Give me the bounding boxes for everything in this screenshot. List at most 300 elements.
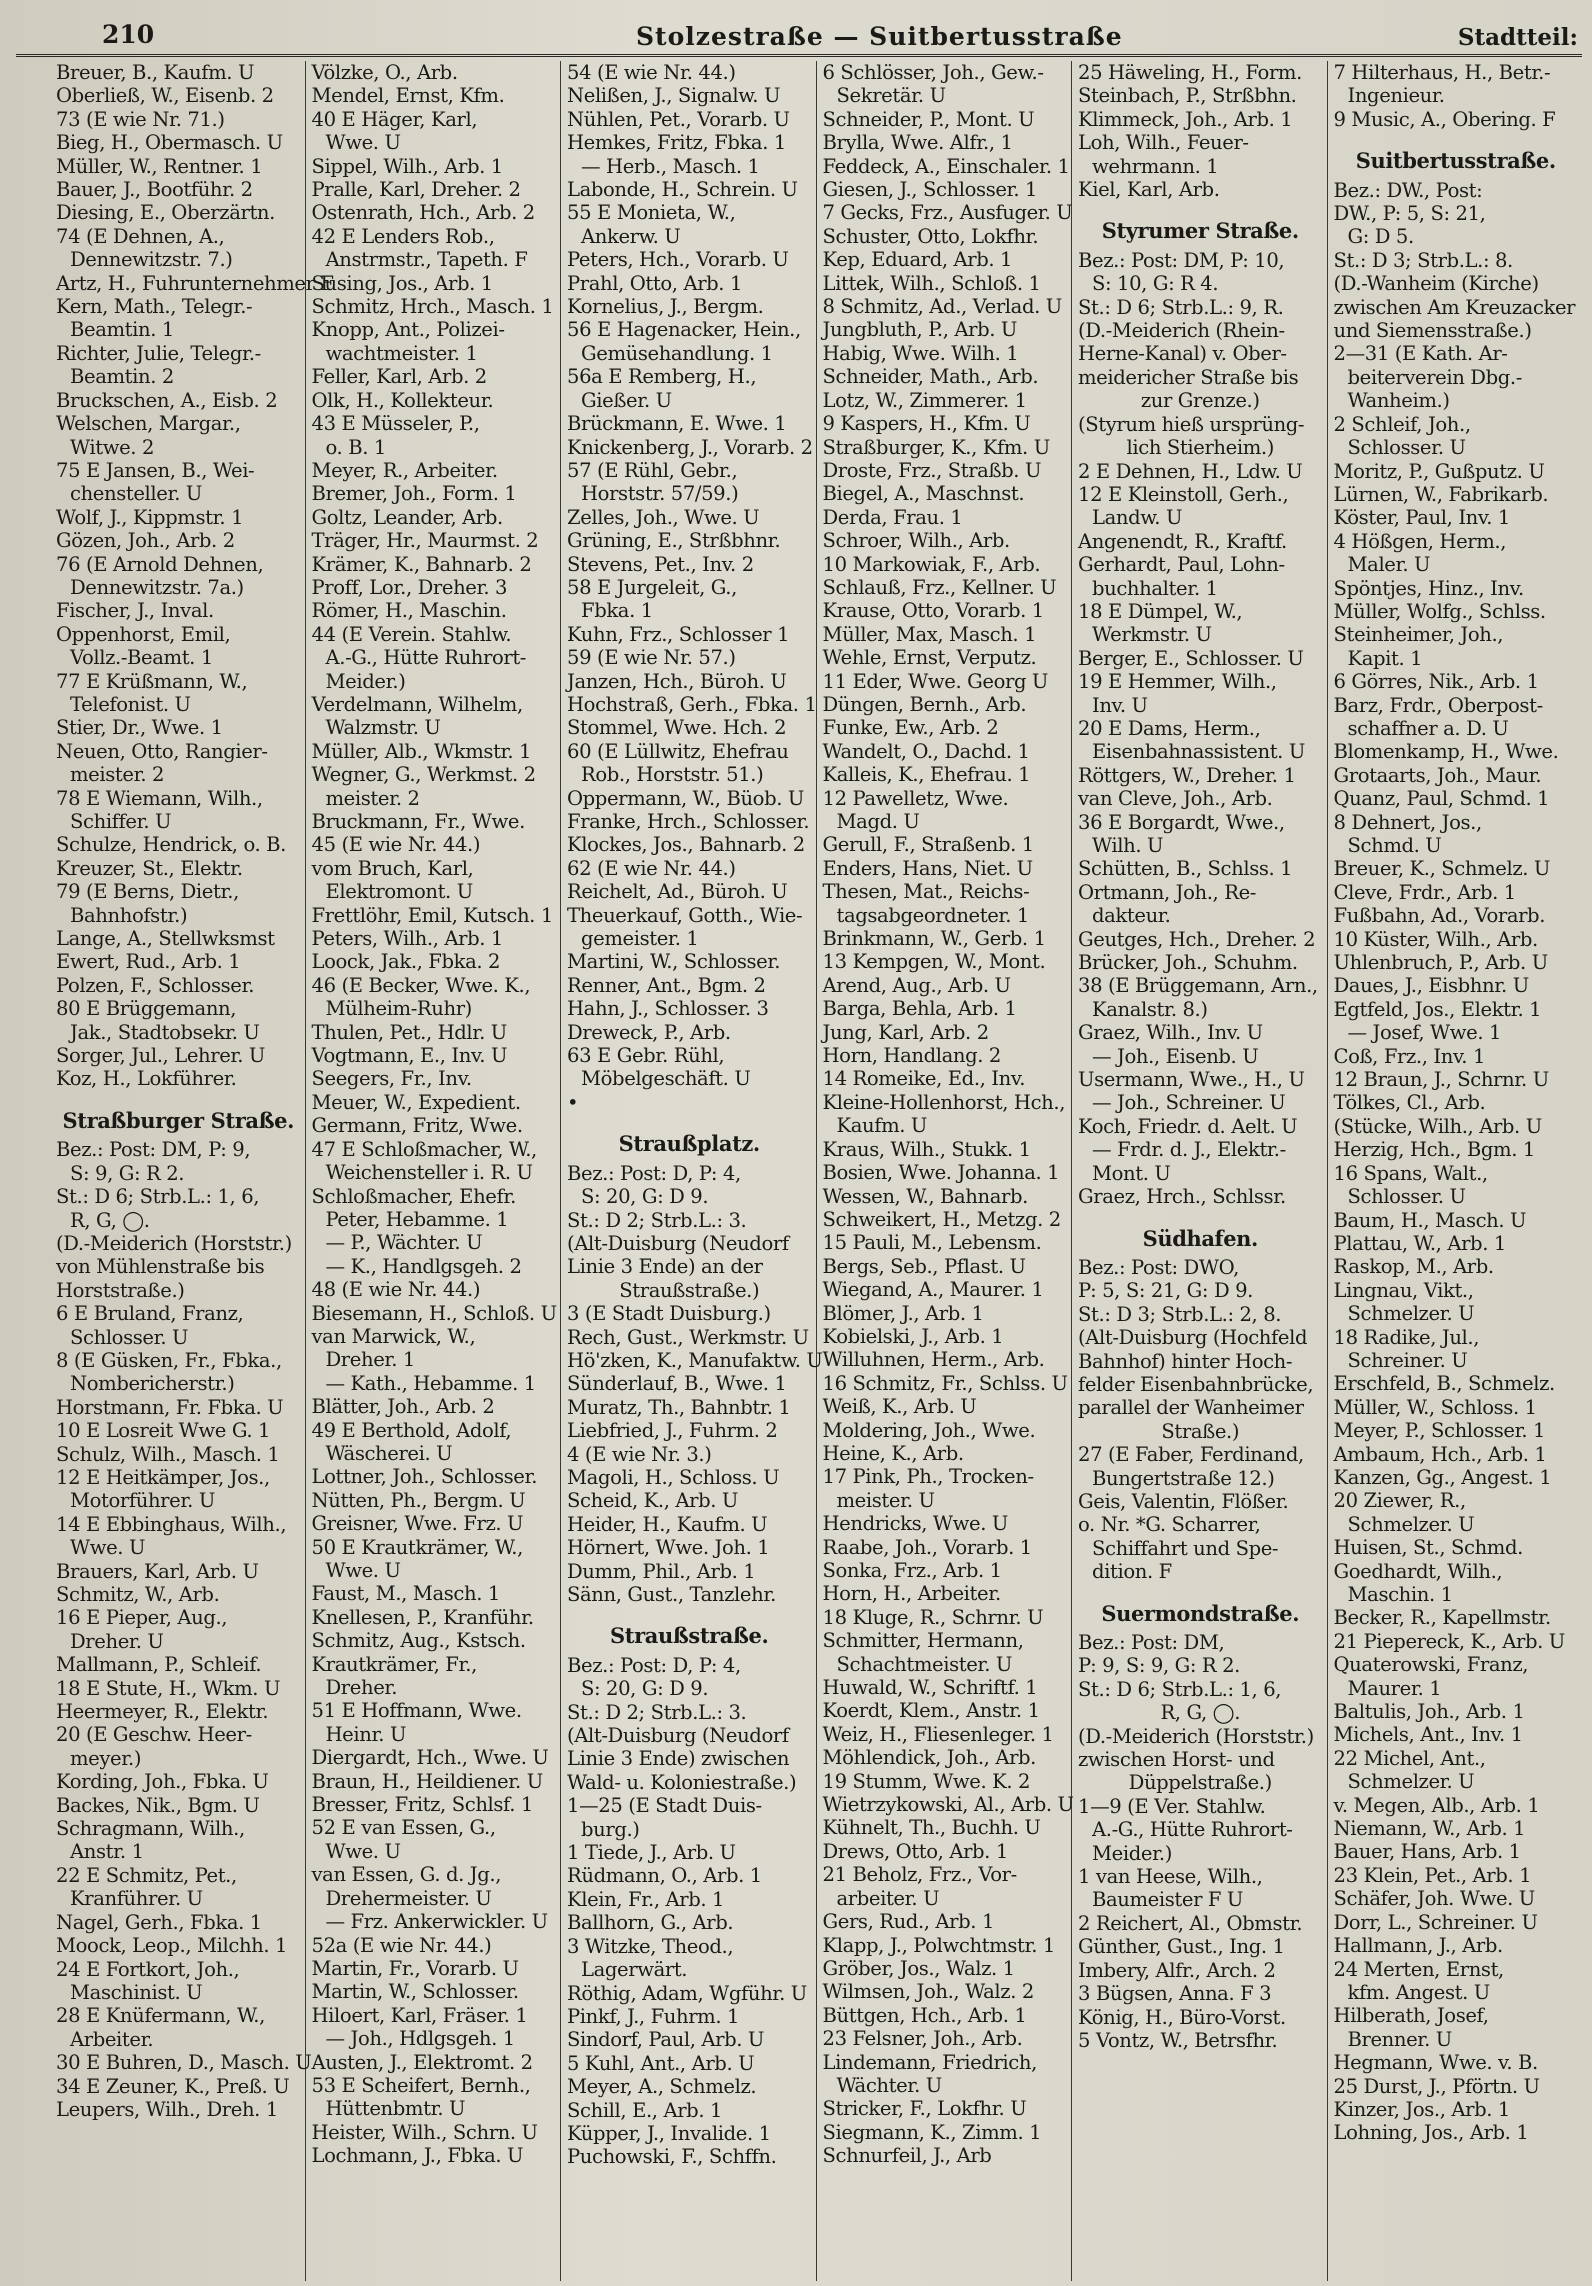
directory-line: Wolf, J., Kippmstr. 1 (56, 505, 244, 529)
directory-line: 20 Ziewer, R., (1333, 1489, 1466, 1513)
directory-line: Dreweck, P., Arb. (567, 1020, 731, 1044)
directory-line: Bergs, Seb., Pflast. U (822, 1254, 1026, 1278)
directory-line: A.-G., Hütte Ruhrort- (325, 646, 527, 670)
directory-line: Knickenberg, J., Vorarb. 2 (567, 435, 813, 459)
directory-line: 22 Michel, Ant., (1333, 1746, 1486, 1770)
directory-line: Mendel, Ernst, Kfm. (311, 84, 505, 108)
directory-line: 63 E Gebr. Rühl, (567, 1044, 725, 1068)
directory-line: kfm. Angest. U (1347, 1980, 1490, 2004)
directory-line: Huisen, St., Schmd. (1333, 1536, 1523, 1560)
directory-line: Kobielski, J., Arb. 1 (822, 1324, 1004, 1348)
directory-line: Büttgen, Hch., Arb. 1 (822, 2003, 1027, 2027)
directory-line: König, H., Büro-Vorst. (1078, 2005, 1286, 2029)
columns-container (16, 61, 1582, 2281)
directory-line: 24 Merten, Ernst, (1333, 1957, 1504, 1981)
directory-line: Meyer, P., Schlosser. 1 (1333, 1419, 1546, 1443)
directory-line: Gemüsehandlung. 1 (581, 341, 773, 365)
directory-line: Schneider, P., Mont. U (822, 107, 1035, 131)
directory-line: 23 Klein, Pet., Arb. 1 (1333, 1863, 1532, 1887)
directory-line: 18 Kluge, R., Schrnr. U (822, 1605, 1044, 1629)
directory-line: — Josef, Wwe. 1 (1347, 1021, 1502, 1045)
directory-line: Straußstraße.) (619, 1278, 760, 1302)
directory-line: Breuer, B., Kaufm. U (56, 61, 255, 84)
directory-line: Linie 3 Ende) an der (567, 1255, 763, 1279)
street-heading: Styrumer Straße. (1101, 218, 1299, 244)
directory-line: Wilh. U (1092, 834, 1164, 857)
directory-line: Blömer, J., Arb. 1 (822, 1301, 984, 1325)
directory-line: 4 Hößgen, Herm., (1333, 529, 1507, 553)
directory-line: Gießer. U (581, 388, 672, 412)
directory-line: 62 (E wie Nr. 44.) (567, 856, 736, 880)
directory-line: Schulze, Hendrick, o. B. (56, 833, 286, 857)
directory-line: Feddeck, A., Einschaler. 1 (822, 154, 1070, 178)
directory-line: Vogtmann, E., Inv. U (311, 1044, 508, 1068)
directory-line: Goedhardt, Wilh., (1333, 1559, 1503, 1583)
directory-line: v. Megen, Alb., Arb. 1 (1333, 1793, 1540, 1817)
directory-line: S: 9, G: R 2. (70, 1161, 185, 1185)
directory-line: Leupers, Wilh., Dreh. 1 (56, 2097, 278, 2121)
directory-line: Heister, Wilh., Schrn. U (311, 2120, 538, 2144)
directory-line: Heine, K., Arb. (822, 1441, 964, 1465)
directory-line: Dennewitzstr. 7a.) (70, 575, 244, 599)
directory-line: Uhlenbruch, P., Arb. U (1333, 951, 1548, 975)
directory-line: 2 Schleif, Joh., (1333, 412, 1471, 436)
directory-line: Egtfeld, Jos., Elektr. 1 (1333, 997, 1542, 1021)
directory-line: 21 Beholz, Frz., Vor- (822, 1863, 1017, 1887)
directory-line: Klein, Fr., Arb. 1 (567, 1887, 725, 1911)
directory-line: 74 (E Dehnen, A., (56, 224, 225, 248)
directory-line: Brücker, Joh., Schuhm. (1078, 951, 1298, 975)
directory-line: dakteur. (1092, 904, 1171, 928)
directory-line: zwischen Horst- und (1078, 1748, 1275, 1772)
directory-line: Peter, Hebamme. 1 (325, 1207, 509, 1231)
directory-line: Usermann, Wwe., H., U (1078, 1068, 1305, 1092)
directory-line: Puchowski, F., Schffn. (567, 2145, 777, 2169)
directory-line: Hochstraß, Gerh., Fbka. 1 (567, 692, 817, 716)
directory-line: Susing, Jos., Arb. 1 (311, 271, 493, 295)
directory-line: Arend, Aug., Arb. U (822, 973, 1011, 997)
directory-line: 10 E Losreit Wwe G. 1 (56, 1419, 271, 1443)
directory-line: Fußbahn, Ad., Vorarb. (1333, 904, 1546, 928)
directory-line: — Kath., Hebamme. 1 (325, 1371, 536, 1395)
directory-line: Knopp, Ant., Polizei- (311, 318, 505, 342)
directory-line: Siegmann, K., Zimm. 1 (822, 2120, 1042, 2144)
directory-line: Kuhn, Frz., Schlosser 1 (567, 622, 790, 646)
directory-line: Bez.: Post: D, P: 4, (567, 1653, 741, 1677)
directory-line: Linie 3 Ende) zwischen (567, 1747, 790, 1771)
directory-line: Bauer, Hans, Arb. 1 (1333, 1840, 1521, 1864)
page-header (16, 14, 1582, 57)
directory-line: 1—9 (E Ver. Stahlw. (1078, 1794, 1266, 1818)
directory-line: Labonde, H., Schrein. U (567, 178, 798, 202)
directory-line: Gerull, F., Straßenb. 1 (822, 833, 1034, 857)
directory-line: Dorr, L., Schreiner. U (1333, 1910, 1538, 1934)
directory-line: Klapp, J., Polwchtmstr. 1 (822, 1933, 1055, 1957)
directory-line: Schnurfeil, J., Arb (822, 2144, 992, 2168)
directory-line: Wegner, G., Werkmst. 2 (311, 763, 536, 787)
directory-line: 4 (E wie Nr. 3.) (567, 1442, 712, 1466)
directory-line: Ankerw. U (581, 224, 681, 248)
directory-line: Lagerwärt. (581, 1958, 688, 1982)
directory-line: Schneider, Math., Arb. (822, 365, 1039, 389)
directory-line: van Essen, G. d. Jg., (311, 1863, 502, 1887)
directory-line: Barga, Behla, Arb. 1 (822, 997, 1017, 1021)
directory-line: 50 E Krautkrämer, W., (311, 1535, 523, 1559)
directory-line: Magd. U (836, 810, 920, 833)
directory-line: 6 Schlösser, Joh., Gew.- (822, 61, 1044, 84)
directory-line: Funke, Ew., Arb. 2 (822, 716, 999, 740)
directory-line: 16 Schmitz, Fr., Schlss. U (822, 1371, 1068, 1395)
directory-line: 16 Spans, Walt., (1333, 1161, 1488, 1185)
directory-line: Lotz, W., Zimmerer. 1 (822, 388, 1027, 412)
section-label: Stadtteil: (1457, 24, 1578, 51)
directory-line: 20 (E Geschw. Heer- (56, 1723, 252, 1747)
directory-line: Breuer, K., Schmelz. U (1333, 857, 1551, 881)
directory-line: — Joh., Schreiner. U (1092, 1091, 1286, 1115)
directory-line: Schlosser. U (70, 1325, 189, 1349)
directory-line: Küpper, J., Invalide. 1 (567, 2121, 771, 2145)
directory-line: Wessen, W., Bahnarb. (822, 1184, 1028, 1208)
directory-line: Hörnert, Wwe. Joh. 1 (567, 1536, 770, 1560)
directory-line: 52a (E wie Nr. 44.) (311, 1933, 492, 1957)
directory-line: Lottner, Joh., Schlosser. (311, 1465, 538, 1489)
directory-line: Welschen, Margar., (56, 412, 241, 436)
directory-line: meyer.) (70, 1746, 142, 1770)
directory-line: arbeiter. U (836, 1886, 940, 1910)
directory-line: Germann, Fritz, Wwe. (311, 1114, 523, 1138)
directory-line: Schlauß, Frz., Kellner. U (822, 575, 1057, 599)
directory-line: 38 (E Brüggemann, Arn., (1078, 974, 1318, 998)
directory-line: Feller, Karl, Arb. 2 (311, 365, 487, 389)
directory-line: S: 20, G: D 9. (581, 1677, 709, 1701)
directory-line: 1 Tiede, J., Arb. U (567, 1841, 736, 1865)
directory-line: 14 Romeike, Ed., Inv. (822, 1067, 1026, 1091)
directory-line: Jung, Karl, Arb. 2 (822, 1020, 989, 1044)
directory-line: Kornelius, J., Bergm. (567, 295, 764, 319)
directory-line: Pralle, Karl, Dreher. 2 (311, 178, 521, 202)
directory-line: 2 E Dehnen, H., Ldw. U (1078, 459, 1303, 483)
directory-line: Kanalstr. 8.) (1092, 997, 1208, 1021)
directory-line: 46 (E Becker, Wwe. K., (311, 973, 531, 997)
directory-line: 42 E Lenders Rob., (311, 224, 495, 248)
directory-line: Bosien, Wwe. Johanna. 1 (822, 1161, 1060, 1185)
directory-line: 11 Eder, Wwe. Georg U (822, 669, 1049, 693)
directory-line: P: 5, S: 21, G: D 9. (1078, 1279, 1253, 1303)
directory-line: 17 Pink, Ph., Trocken- (822, 1465, 1034, 1489)
directory-line: Theuerkauf, Gotth., Wie- (567, 903, 803, 927)
directory-line: Lohning, Jos., Arb. 1 (1333, 2121, 1529, 2145)
directory-line: 2 Reichert, Al., Obmstr. (1078, 1911, 1303, 1935)
directory-line: Franke, Hrch., Schlosser. (567, 810, 810, 833)
directory-line: Kreuzer, St., Elektr. (56, 856, 243, 880)
directory-line: Michels, Ant., Inv. 1 (1333, 1723, 1523, 1747)
directory-line: — K., Handlgsgeh. 2 (325, 1254, 522, 1278)
directory-line: Meyer, R., Arbeiter. (311, 458, 498, 482)
directory-line: Schuster, Otto, Lokfhr. (822, 224, 1039, 248)
directory-line: 54 (E wie Nr. 44.) (567, 61, 736, 84)
directory-line: 49 E Berthold, Adolf, (311, 1418, 512, 1442)
directory-line: 10 Küster, Wilh., Arb. (1333, 927, 1538, 951)
directory-line: Schütten, B., Schlss. 1 (1078, 857, 1293, 881)
directory-line: Enders, Hans, Niet. U (822, 856, 1033, 880)
directory-line: meister. 2 (325, 786, 420, 810)
directory-line: 58 E Jurgeleit, G., (567, 575, 737, 599)
directory-line: 6 Görres, Nik., Arb. 1 (1333, 670, 1539, 694)
street-heading: Südhafen. (1142, 1225, 1258, 1251)
directory-line: (Stücke, Wilh., Arb. U (1333, 1114, 1542, 1138)
directory-line: Knellesen, P., Kranführ. (311, 1605, 534, 1629)
directory-line: 18 Radike, Jul., (1333, 1325, 1480, 1349)
directory-line: 24 E Fortkort, Joh., (56, 1957, 240, 1981)
directory-line: S: 20, G: D 9. (581, 1185, 709, 1209)
directory-line: Becker, R., Kapellmstr. (1333, 1606, 1551, 1630)
street-heading: Suermondstraße. (1101, 1600, 1300, 1626)
street-heading: Straußstraße. (610, 1623, 769, 1649)
directory-line: Mont. U (1092, 1161, 1171, 1185)
directory-line: 75 E Jansen, B., Wei- (56, 458, 255, 482)
directory-line: 20 E Dams, Herm., (1078, 716, 1261, 740)
directory-line: Rüdmann, O., Arb. 1 (567, 1864, 762, 1888)
directory-line: Biegel, A., Maschnst. (822, 482, 1025, 506)
directory-line: Ingenieur. (1347, 84, 1445, 108)
directory-line: Krämer, K., Bahnarb. 2 (311, 552, 532, 576)
directory-line: Droste, Frz., Straßb. U (822, 458, 1042, 482)
column-3 (561, 61, 823, 2281)
directory-line: 19 Stumm, Wwe. K. 2 (822, 1769, 1031, 1793)
directory-line: Schroer, Wilh., Arb. (822, 529, 1010, 553)
directory-line: Träger, Hr., Maurmst. 2 (311, 529, 539, 553)
directory-line: Geis, Valentin, Flößer. (1078, 1489, 1289, 1513)
directory-line: Koch, Friedr. d. Aelt. U (1078, 1114, 1298, 1138)
directory-line: 3 Bügsen, Anna. F 3 (1078, 1982, 1272, 2006)
directory-line: Mallmann, P., Schleif. (56, 1653, 262, 1677)
directory-line: Elektromont. U (325, 880, 473, 904)
directory-line: 47 E Schloßmacher, W., (311, 1137, 537, 1161)
directory-line: Mülheim-Ruhr) (325, 997, 472, 1021)
directory-line: Koz, H., Lokführer. (56, 1067, 237, 1091)
directory-line: 22 E Schmitz, Pet., (56, 1863, 237, 1887)
directory-line: Moldering, Joh., Wwe. (822, 1418, 1036, 1442)
directory-line: Müller, Max, Masch. 1 (822, 622, 1037, 646)
directory-line: Liebfried, J., Fuhrm. 2 (567, 1419, 778, 1443)
directory-line: 14 E Ebbinghaus, Wilh., (56, 1512, 287, 1536)
directory-line: Sekretär. U (836, 84, 946, 108)
directory-line: (Alt-Duisburg (Neudorf (567, 1231, 789, 1255)
directory-line: 8 Dehnert, Jos., (1333, 810, 1482, 834)
directory-line: Pinkf, J., Fuhrm. 1 (567, 2004, 740, 2028)
directory-line: Anstr. 1 (70, 1840, 144, 1864)
directory-line: 7 Hilterhaus, H., Betr.- (1333, 61, 1551, 84)
directory-line: Backes, Nik., Bgm. U (56, 1793, 260, 1817)
directory-line: Lange, A., Stellwksmst (56, 927, 275, 951)
directory-line: 1 van Heese, Wilh., (1078, 1865, 1263, 1889)
directory-line: buchhalter. 1 (1092, 576, 1218, 600)
directory-line: Horststraße.) (56, 1278, 185, 1302)
directory-line: Köster, Paul, Inv. 1 (1333, 506, 1510, 530)
directory-line: 2—31 (E Kath. Ar- (1333, 342, 1508, 366)
directory-line: Schreiner. U (1347, 1348, 1468, 1372)
directory-line: 27 (E Faber, Ferdinand, (1078, 1443, 1304, 1467)
directory-line: Müller, Wolfg., Schlss. (1333, 599, 1546, 623)
directory-line: Beamtin. 2 (70, 365, 174, 389)
directory-line: Spöntjes, Hinz., Inv. (1333, 576, 1524, 600)
directory-line: 60 (E Lüllwitz, Ehefrau (567, 739, 789, 763)
directory-line: Goltz, Leander, Arb. (311, 505, 503, 529)
directory-line: wachtmeister. 1 (325, 341, 478, 365)
directory-line: lich Stierheim.) (1126, 436, 1274, 460)
directory-line: Nühlen, Pet., Vorarb. U (567, 107, 790, 131)
directory-line: Ostenrath, Hch., Arb. 2 (311, 201, 535, 225)
directory-line: Düngen, Bernh., Arb. (822, 692, 1027, 716)
directory-line: 3 (E Stadt Duisburg.) (567, 1302, 771, 1326)
directory-line: 18 E Stute, H., Wkm. U (56, 1676, 281, 1700)
directory-line: Horn, Handlang. 2 (822, 1044, 1001, 1068)
directory-line: Bez.: Post: D, P: 4, (567, 1161, 741, 1185)
directory-line: Seegers, Fr., Inv. (311, 1067, 472, 1091)
directory-line: Kep, Eduard, Arb. 1 (822, 248, 1013, 272)
directory-line: Klimmeck, Joh., Arb. 1 (1078, 107, 1293, 131)
directory-line: Dumm, Phil., Arb. 1 (567, 1559, 756, 1583)
directory-line: Schiffahrt und Spe- (1092, 1536, 1279, 1560)
directory-line: Weichensteller i. R. U (325, 1161, 533, 1185)
directory-line: Meuer, W., Expedient. (311, 1090, 521, 1114)
directory-line: Schmitter, Hermann, (822, 1629, 1024, 1653)
directory-line: Muratz, Th., Bahnbtr. 1 (567, 1395, 791, 1419)
directory-line: Rech, Gust., Werkmstr. U (567, 1325, 809, 1349)
directory-line: 79 (E Berns, Dietr., (56, 880, 239, 904)
directory-line: Kapit. 1 (1347, 646, 1423, 670)
directory-line: Artz, H., Fuhrunternehmer F (56, 271, 334, 295)
directory-line: Moritz, P., Gußputz. U (1333, 459, 1545, 483)
directory-line: schaffner a. D. U (1347, 716, 1509, 740)
directory-line: von Mühlenstraße bis (56, 1255, 265, 1279)
directory-line: Hüttenbmtr. U (325, 2097, 466, 2121)
directory-line: Horststr. 57/59.) (581, 482, 739, 506)
directory-line: Coß, Frz., Inv. 1 (1333, 1044, 1486, 1068)
directory-line: Wehle, Ernst, Verputz. (822, 646, 1037, 670)
directory-line: 7 Gecks, Frz., Ausfuger. U (822, 201, 1073, 225)
directory-line: Erschfeld, B., Schmelz. (1333, 1372, 1555, 1396)
directory-line: Wwe. U (325, 1559, 401, 1582)
directory-line: dition. F (1092, 1560, 1172, 1584)
directory-line: Brylla, Wwe. Alfr., 1 (822, 131, 1013, 155)
directory-line: Möbelgeschäft. U (581, 1067, 751, 1091)
directory-line: Dreher. (325, 1676, 398, 1700)
directory-line: 78 E Wiemann, Wilh., (56, 786, 263, 810)
directory-line: 77 E Krüßmann, W., (56, 669, 248, 693)
directory-line: Blätter, Joh., Arb. 2 (311, 1395, 495, 1419)
directory-line: Herzig, Hch., Bgm. 1 (1333, 1138, 1535, 1162)
directory-line: Reichelt, Ad., Büroh. U (567, 880, 788, 904)
directory-line: St.: D 3; Strb.L.: 2, 8. (1078, 1302, 1282, 1326)
directory-line: Koerdt, Klem., Anstr. 1 (822, 1699, 1040, 1723)
directory-line: Bez.: Post: DM, P: 10, (1078, 248, 1285, 272)
directory-line: Drews, Otto, Arb. 1 (822, 1839, 1008, 1863)
column-5 (1072, 61, 1328, 2281)
directory-line: 13 Kempgen, W., Mont. (822, 950, 1046, 974)
directory-line: Barz, Frdr., Oberpost- (1333, 693, 1543, 717)
directory-line: Sindorf, Paul, Arb. U (567, 2028, 764, 2052)
directory-line: St.: D 2; Strb.L.: 3. (567, 1700, 747, 1724)
directory-line: Schill, E., Arb. 1 (567, 2098, 723, 2122)
directory-line: 80 E Brüggemann, (56, 997, 237, 1021)
directory-line: Schulz, Wilh., Masch. 1 (56, 1442, 280, 1466)
directory-line: Proff, Lor., Dreher. 3 (311, 575, 508, 599)
directory-line: Nombericherstr.) (70, 1372, 235, 1396)
directory-line: (Alt-Duisburg (Neudorf (567, 1724, 789, 1748)
directory-line: Brauers, Karl, Arb. U (56, 1559, 259, 1583)
directory-line: Richter, Julie, Telegr.- (56, 341, 261, 365)
directory-line: Bez.: Post: DM, P: 9, (56, 1138, 251, 1162)
column-4 (817, 61, 1073, 2281)
directory-line: Braun, H., Heildiener. U (311, 1769, 543, 1793)
directory-line: Maschin. 1 (1347, 1583, 1453, 1606)
directory-line: Meider.) (1092, 1841, 1172, 1865)
directory-line: Ewert, Rud., Arb. 1 (56, 950, 241, 974)
directory-line: Bahnhofstr.) (70, 903, 188, 927)
directory-line: 28 E Knüfermann, W., (56, 2004, 265, 2028)
directory-line: wehrmann. 1 (1092, 154, 1219, 178)
directory-line: Austen, J., Elektromt. 2 (311, 2050, 533, 2074)
directory-line: 55 E Monieta, W., (567, 201, 736, 225)
directory-line: Müller, W., Schloss. 1 (1333, 1395, 1537, 1419)
directory-line: 36 E Borgardt, Wwe., (1078, 810, 1285, 834)
directory-line: Kaufm. U (836, 1114, 928, 1138)
directory-line: Huwald, W., Schriftf. 1 (822, 1676, 1038, 1700)
directory-line: Bahnhof) hinter Hoch- (1078, 1349, 1293, 1373)
directory-line: Römer, H., Maschin. (311, 599, 507, 623)
directory-line: Zelles, Joh., Wwe. U (567, 505, 760, 529)
directory-line: Nelißen, J., Signalw. U (567, 84, 781, 108)
directory-line: Gers, Rud., Arb. 1 (822, 1910, 995, 1934)
directory-line: 52 E van Essen, G., (311, 1816, 496, 1840)
directory-line: 6 E Bruland, Franz, (56, 1302, 244, 1326)
directory-line: Polzen, F., Schlosser. (56, 973, 255, 997)
directory-line: Müller, Alb., Wkmstr. 1 (311, 739, 532, 763)
directory-line: (D.-Meiderich (Rhein- (1078, 319, 1285, 343)
directory-line: Witwe. 2 (70, 435, 155, 459)
directory-line: Magoli, H., Schloss. U (567, 1465, 780, 1489)
directory-line: Lingnau, Vikt., (1333, 1278, 1474, 1302)
directory-line: Telefonist. U (70, 692, 191, 716)
directory-line: 44 (E Verein. Stahlw. (311, 622, 512, 646)
directory-line: Weiß, K., Arb. U (822, 1395, 977, 1419)
directory-line: 1—25 (E Stadt Duis- (567, 1794, 762, 1818)
column-2 (306, 61, 562, 2281)
directory-line: Brinkmann, W., Gerb. 1 (822, 927, 1046, 951)
directory-line: Schmd. U (1347, 834, 1442, 857)
directory-line: Steinbach, P., Strßbhn. (1078, 84, 1297, 108)
directory-line: Dreher. 1 (325, 1348, 415, 1372)
directory-line: Frettlöhr, Emil, Kutsch. 1 (311, 903, 553, 927)
directory-line: Nagel, Gerh., Fbka. 1 (56, 1910, 262, 1934)
page-number: 210 (102, 20, 155, 49)
directory-line: 25 Häweling, H., Form. (1078, 61, 1302, 84)
directory-line: Kraus, Wilh., Stukk. 1 (822, 1137, 1031, 1161)
directory-line: Graez, Hrch., Schlssr. (1078, 1185, 1286, 1209)
directory-line: Oberließ, W., Eisenb. 2 (56, 84, 274, 108)
directory-line: Schmitz, Aug., Kstsch. (311, 1629, 526, 1653)
directory-line: 3 Witzke, Theod., (567, 1934, 734, 1958)
directory-line: meister. 2 (70, 763, 165, 787)
directory-line: Sänn, Gust., Tanzlehr. (567, 1583, 776, 1606)
directory-line: Blomenkamp, H., Wwe. (1333, 740, 1559, 764)
directory-line: Brenner. U (1347, 2027, 1452, 2051)
directory-line: vom Bruch, Karl, (311, 856, 474, 880)
directory-line: 12 E Heitkämper, Jos., (56, 1465, 270, 1489)
street-heading: Straußplatz. (618, 1131, 760, 1157)
directory-line: Günther, Gust., Ing. 1 (1078, 1935, 1285, 1959)
